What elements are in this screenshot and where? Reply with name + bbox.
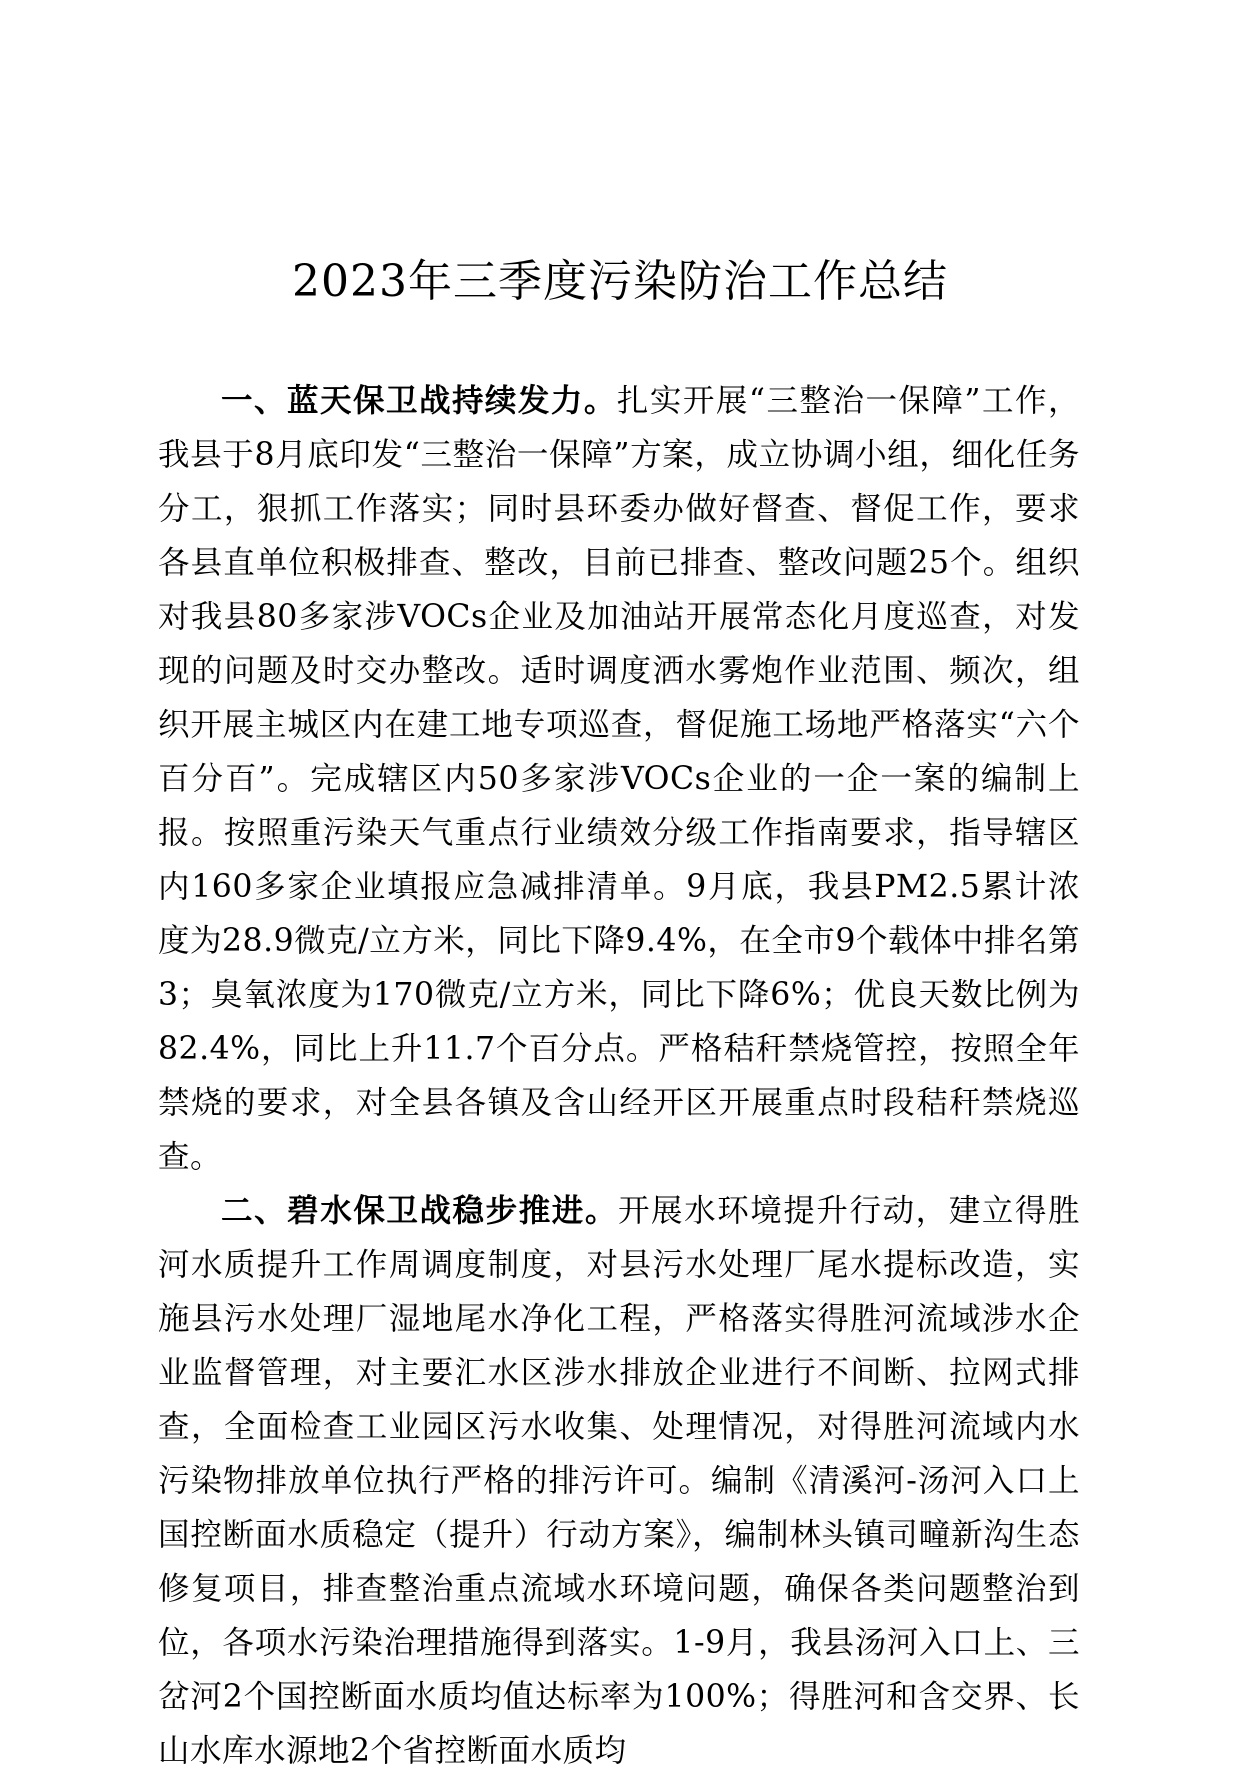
paragraph-blue-sky	[158, 374, 1080, 1184]
document-body	[158, 374, 1080, 1778]
paragraph-heading: 二、碧水保卫战稳步推进。	[221, 1192, 618, 1229]
paragraph-clear-water	[158, 1184, 1080, 1778]
paragraph-heading: 一、蓝天保卫战持续发力。	[221, 382, 617, 419]
paragraph-text: 扎实开展“三整治一保障”工作，我县于8月底印发“三整治一保障”方案，成立协调小组，细化任务分工，狠抓工作落实；同时县环委办做好督查、督促工作，要求各县直单位积极排查、整改，目前已排查、整改问题25个。组织对我县80多家涉VOCs企业及加油站开展常态化月度巡查，对发现的问题及时交办整改。适时调度洒水雾炮作业范围、频次，组织开展主城区内在建工地专项巡查，督促施工场地严格落实“六个百分百”。完成辖区内50多家涉VOCs企业的一企一案的编制上报。按照重污染天气重点行业绩效分级工作指南要求，指导辖区内160多家企业填报应急减排清单。9月底，我县PM2.5累计浓度为28.9微克/立方米，同比下降9.4%，在全市9个载体中排名第3；臭氧浓度为170微克/立方米，同比下降6%；优良天数比例为82.4%，同比上升11.7个百分点。严格秸秆禁烧管控，按照全年禁烧的要求，对全县各镇及含山经开区开展重点时段秸秆禁烧巡查。	[158, 383, 1080, 1175]
document-title: 2023年三季度污染防治工作总结	[292, 256, 948, 307]
paragraph-text: 开展水环境提升行动，建立得胜河水质提升工作周调度制度，对县污水处理厂尾水提标改造，实施县污水处理厂湿地尾水净化工程，严格落实得胜河流域涉水企业监督管理，对主要汇水区涉水排放企业进行不间断、拉网式排查，全面检查工业园区污水收集、处理情况，对得胜河流域内水污染物排放单位执行严格的排污许可。编制《清溪河-汤河入口上国控断面水质稳定（提升）行动方案》，编制林头镇司疃新沟生态修复项目，排查整治重点流域水环境问题，确保各类问题整治到位，各项水污染治理措施得到落实。1-9月，我县汤河入口上、三岔河2个国控断面水质均值达标率为100%；得胜河和含交界、长山水库水源地2个省控断面水质均	[158, 1193, 1080, 1769]
